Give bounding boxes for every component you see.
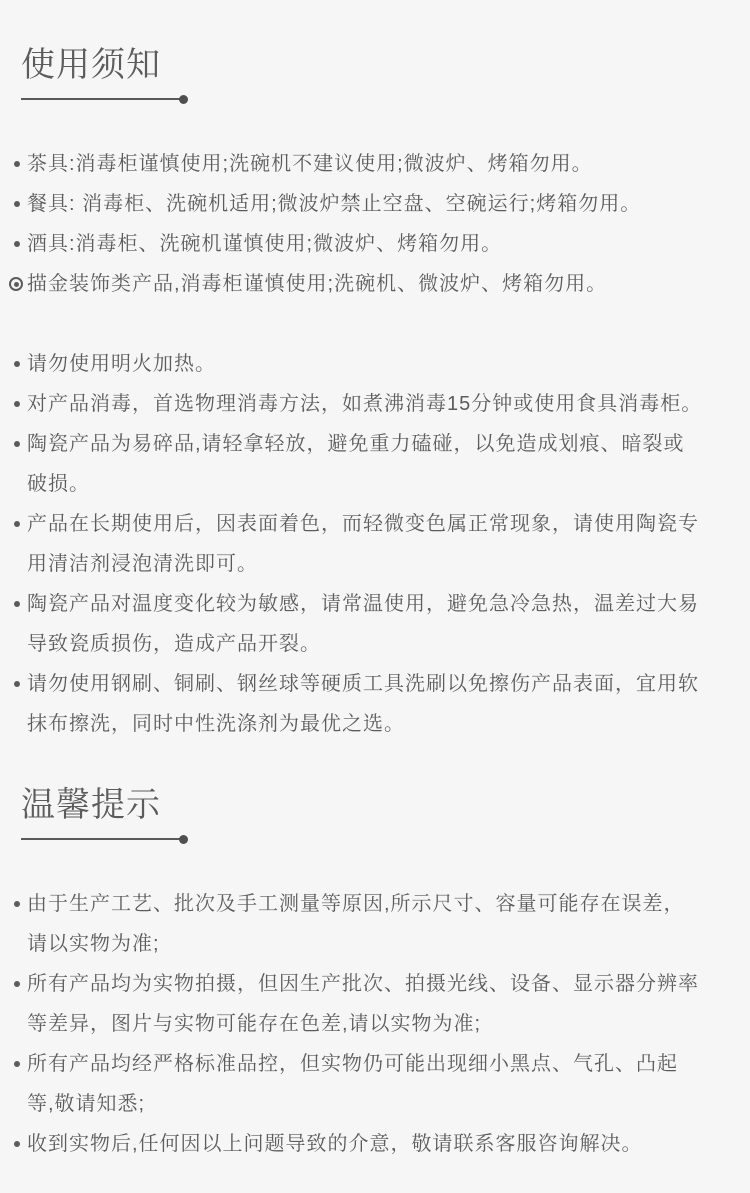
dot-bullet-icon (14, 901, 20, 907)
list-item-text: 陶瓷产品对温度变化较为敏感，请常温使用，避免急冷急热，温差过大易导致瓷质损伤，造成产品开裂。 (27, 593, 699, 655)
appliance-usage-list (0, 144, 750, 304)
list-item-text: 收到实物后,任何因以上问题导致的介意，敬请联系客服咨询解决。 (27, 1133, 643, 1155)
underline-end-dot-icon (179, 835, 188, 844)
warm-tips-list (0, 884, 750, 1164)
dot-bullet-icon (14, 241, 20, 247)
title-underline (21, 98, 181, 100)
list-item-text: 描金装饰类产品,消毒柜谨慎使用;洗碗机、微波炉、烤箱勿用。 (27, 273, 608, 295)
dot-bullet-icon (14, 161, 20, 167)
section-warm-tips (0, 784, 750, 1164)
list-item-text: 请勿使用钢刷、铜刷、钢丝球等硬质工具洗刷以免擦伤产品表面，宜用软抹布擦洗，同时中性洗涤剂为最优之选。 (27, 673, 699, 735)
list-item-text: 餐具: 消毒柜、洗碗机适用;微波炉禁止空盘、空碗运行;烤箱勿用。 (27, 193, 642, 215)
section-usage-notice (0, 44, 750, 744)
underline-end-dot-icon (179, 95, 188, 104)
list-item-text: 茶具:消毒柜谨慎使用;洗碗机不建议使用;微波炉、烤箱勿用。 (27, 153, 593, 175)
dot-bullet-icon (14, 601, 20, 607)
list-item (27, 184, 703, 224)
list-item (27, 664, 703, 744)
list-item-text: 对产品消毒，首选物理消毒方法，如煮沸消毒15分钟或使用食具消毒柜。 (27, 393, 703, 415)
list-item (27, 1124, 703, 1164)
list-item (27, 264, 703, 304)
list-item (27, 224, 703, 264)
list-item (27, 884, 703, 964)
list-item (27, 584, 703, 664)
list-item-text: 陶瓷产品为易碎品,请轻拿轻放，避免重力磕碰，以免造成划痕、暗裂或破损。 (27, 433, 685, 495)
dot-bullet-icon (14, 201, 20, 207)
list-item-text: 产品在长期使用后，因表面着色，而轻微变色属正常现象，请使用陶瓷专用清洁剂浸泡清洗即可。 (27, 513, 699, 575)
general-care-list (0, 344, 750, 744)
dot-bullet-icon (14, 401, 20, 407)
list-item-text: 酒具:消毒柜、洗碗机谨慎使用;微波炉、烤箱勿用。 (27, 233, 503, 255)
dot-bullet-icon (14, 681, 20, 687)
list-item (27, 384, 703, 424)
list-item-text: 由于生产工艺、批次及手工测量等原因,所示尺寸、容量可能存在误差，请以实物为准; (27, 893, 685, 955)
list-item (27, 964, 703, 1044)
dot-bullet-icon (14, 361, 20, 367)
dot-bullet-icon (14, 521, 20, 527)
list-item (27, 344, 703, 384)
list-item-text: 请勿使用明火加热。 (27, 353, 216, 375)
ring-dot-bullet-icon (9, 277, 23, 291)
list-item (27, 144, 703, 184)
warm-tips-title: 温馨提示 (21, 786, 161, 824)
dot-bullet-icon (14, 1061, 20, 1067)
list-item (27, 504, 703, 584)
dot-bullet-icon (14, 441, 20, 447)
list-item-text: 所有产品均经严格标准品控，但实物仍可能出现细小黑点、气孔、凸起等,敬请知悉; (27, 1053, 678, 1115)
list-item-text: 所有产品均为实物拍摄，但因生产批次、拍摄光线、设备、显示器分辨率等差异，图片与实物可能存在色差,请以实物为准; (27, 973, 699, 1035)
list-item (27, 1044, 703, 1124)
list-item (27, 424, 703, 504)
dot-bullet-icon (14, 1141, 20, 1147)
dot-bullet-icon (14, 981, 20, 987)
title-underline (21, 838, 181, 840)
usage-notice-title: 使用须知 (21, 46, 161, 84)
